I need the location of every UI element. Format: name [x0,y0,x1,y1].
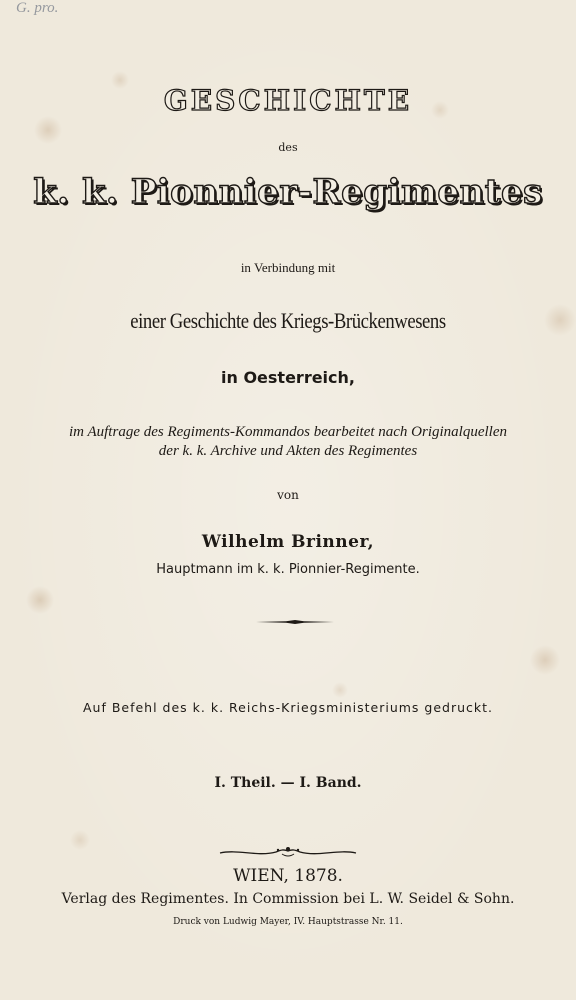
title-regiment: k. k. Pionnier-Regimentes [33,172,543,212]
conjunction-text: in Verbindung mit [240,260,336,275]
place-year: WIEN, 1878. [233,866,343,886]
ornament-flourish-icon [218,844,358,860]
country-line: in Oesterreich, [221,368,355,387]
printer-line: Druck von Ludwig Mayer, IV. Hauptstrasse Nr. 11. [173,917,403,927]
divider-rule [256,617,334,627]
author-name: Wilhelm Brinner, [201,532,375,552]
author-rank: Hauptmann im k. k. Pionnier-Regimente. [156,562,420,577]
commission-line-2: der k. k. Archive und Akten des Regimentes [158,443,418,459]
subtitle: einer Geschichte des Kriegs-Brückenwesens [130,308,446,333]
title-connector: des [278,141,298,154]
margin-handwritten-note: G. pro. [16,0,59,16]
title-main: GESCHICHTE [163,84,413,117]
commission-line-1: im Auftrage des Regiments-Kommandos bearbeitet nach Originalquellen [69,424,507,440]
order-line: Auf Befehl des k. k. Reichs-Kriegsministeriums gedruckt. [82,700,494,715]
volume-line: I. Theil. — I. Band. [214,775,362,791]
publisher-line: Verlag des Regimentes. In Commission bei L. W. Seidel & Sohn. [61,891,515,907]
by-text: von [277,488,299,502]
